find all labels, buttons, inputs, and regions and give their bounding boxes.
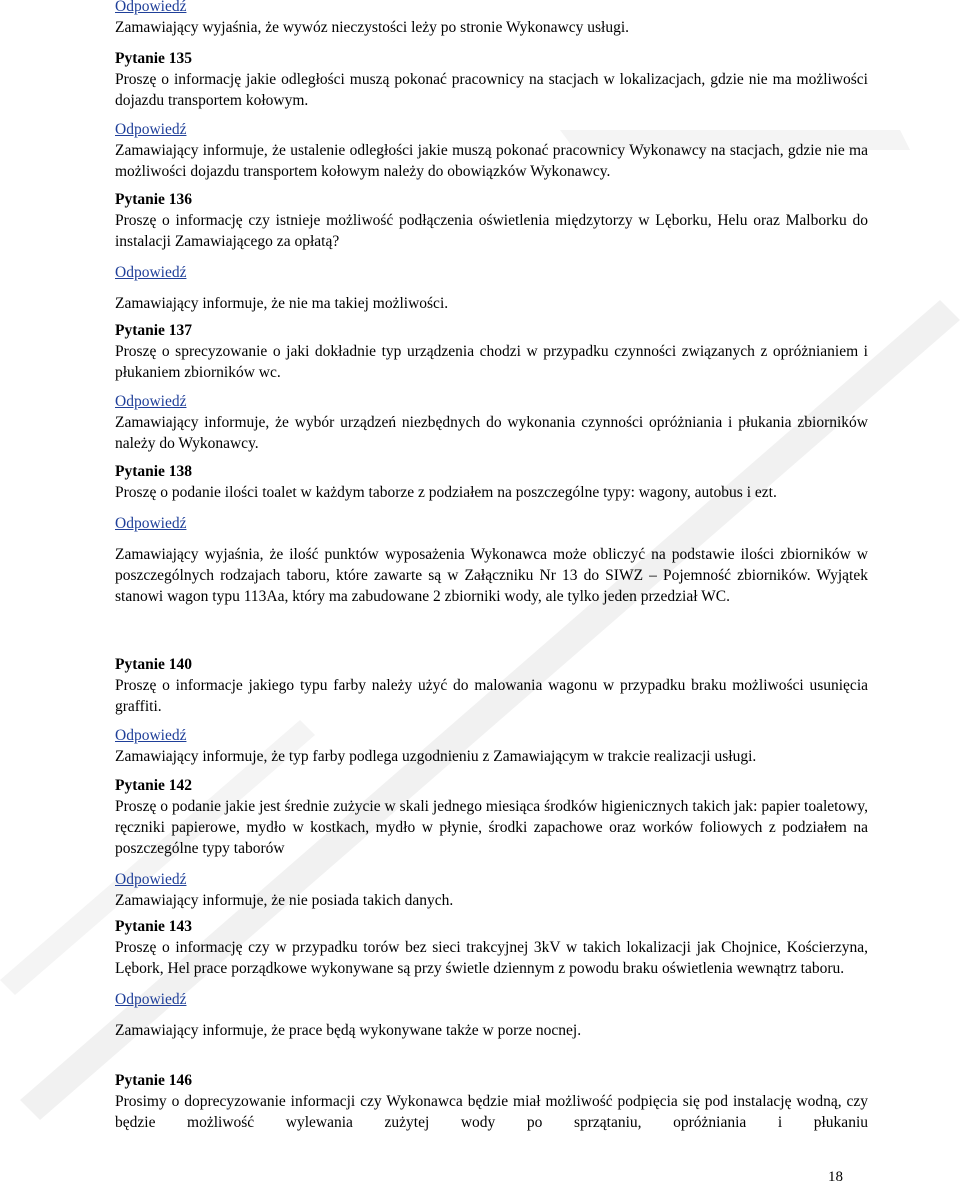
answer-text: Zamawiający informuje, że nie posiada takich danych.	[115, 892, 454, 909]
qa-item-138	[115, 461, 868, 607]
answer-label: Odpowiedź	[115, 515, 187, 532]
answer-text: Zamawiający informuje, że typ farby podlega uzgodnieniu z Zamawiającym w trakcie realizacji usługi.	[115, 748, 757, 765]
answer-label: Odpowiedź	[115, 121, 187, 138]
qa-item-137	[115, 320, 868, 454]
question-title: Pytanie 135	[115, 50, 193, 67]
qa-item-136	[115, 189, 868, 314]
question-title: Pytanie 146	[115, 1072, 193, 1089]
qa-item-135	[115, 48, 868, 182]
answer-label: Odpowiedź	[115, 991, 187, 1008]
question-text: Proszę o sprecyzowanie o jaki dokładnie typ urządzenia chodzi w przypadku czynności związanych z opróżnianiem i płukaniem zbiorników wc.	[115, 343, 868, 381]
question-text: Prosimy o doprecyzowanie informacji czy Wykonawca będzie miał możliwość podpięcia się pod instalację wodną, czy będzie możliwość wylewania zużytej wody po sprzątaniu, opróżniania i płukaniu	[115, 1093, 868, 1131]
question-text: Proszę o informacje jakiego typu farby należy użyć do malowania wagonu w przypadku braku możliwości usunięcia graffiti.	[115, 677, 868, 715]
question-text: Proszę o informację czy istnieje możliwość podłączenia oświetlenia międzytorzy w Lęborku, Helu oraz Malborku do instalacji Zamawiającego za opłatą?	[115, 212, 868, 250]
answer-label: Odpowiedź	[115, 727, 187, 744]
answer-label: Odpowiedź	[115, 871, 187, 888]
question-text: Proszę o informację czy w przypadku torów bez sieci trakcyjnej 3kV w takich lokalizacji jak Chojnice, Kościerzyna, Lębork, Hel prace porządkowe wykonywane są przy świetle dziennym z powodu braku oświetlenia wewnątrz taboru.	[115, 939, 868, 977]
qa-item-146	[115, 1070, 868, 1133]
answer-text: Zamawiający informuje, że nie ma takiej możliwości.	[115, 295, 449, 312]
question-title: Pytanie 143	[115, 918, 193, 935]
qa-item-142	[115, 775, 868, 911]
answer-text: Zamawiający informuje, że ustalenie odległości jakie muszą pokonać pracownicy Wykonawcy na stacjach, gdzie nie ma możliwości dojazdu transportem kołowym należy do obowiązków Wykonawcy.	[115, 142, 868, 180]
page-number: 18	[828, 1169, 843, 1185]
answer-label: Odpowiedź	[115, 0, 187, 15]
question-title: Pytanie 137	[115, 322, 193, 339]
question-text: Proszę o podanie jakie jest średnie zużycie w skali jednego miesiąca środków higienicznych takich jak: papier toaletowy, ręczniki papierowe, mydło w kostkach, mydło w płynie, środki zapachowe oraz worków foliowych z podziałem na poszczególne typy taborów	[115, 798, 868, 857]
answer-label: Odpowiedź	[115, 393, 187, 410]
question-title: Pytanie 138	[115, 463, 193, 480]
answer-text: Zamawiający informuje, że wybór urządzeń niezbędnych do wykonania czynności opróżniania i płukania zbiorników należy do Wykonawcy.	[115, 414, 868, 452]
answer-text: Zamawiający wyjaśnia, że ilość punktów wyposażenia Wykonawca może obliczyć na podstawie ilości zbiorników w poszczególnych rodzajach taboru, które zawarte są w Załączniku Nr 13 do SIWZ – Pojemność zbiorników. Wyjątek stanowi wagon typu 113Aa, który ma zabudowane 2 zbiorniki wody, ale tylko jeden przedział WC.	[115, 546, 868, 605]
answer-text: Zamawiający informuje, że prace będą wykonywane także w porze nocnej.	[115, 1022, 582, 1039]
answer-label: Odpowiedź	[115, 264, 187, 281]
question-title: Pytanie 136	[115, 191, 193, 208]
answer-block	[115, 0, 868, 38]
question-text: Proszę o informację jakie odległości muszą pokonać pracownicy na stacjach w lokalizacjach, gdzie nie ma możliwości dojazdu transportem kołowym.	[115, 71, 868, 109]
qa-item-143	[115, 916, 868, 1041]
question-text: Proszę o podanie ilości toalet w każdym taborze z podziałem na poszczególne typy: wagony, autobus i ezt.	[115, 484, 777, 501]
question-title: Pytanie 140	[115, 656, 193, 673]
answer-text: Zamawiający wyjaśnia, że wywóz nieczystości leży po stronie Wykonawcy usługi.	[115, 19, 629, 36]
qa-item-140	[115, 654, 868, 767]
question-title: Pytanie 142	[115, 777, 193, 794]
